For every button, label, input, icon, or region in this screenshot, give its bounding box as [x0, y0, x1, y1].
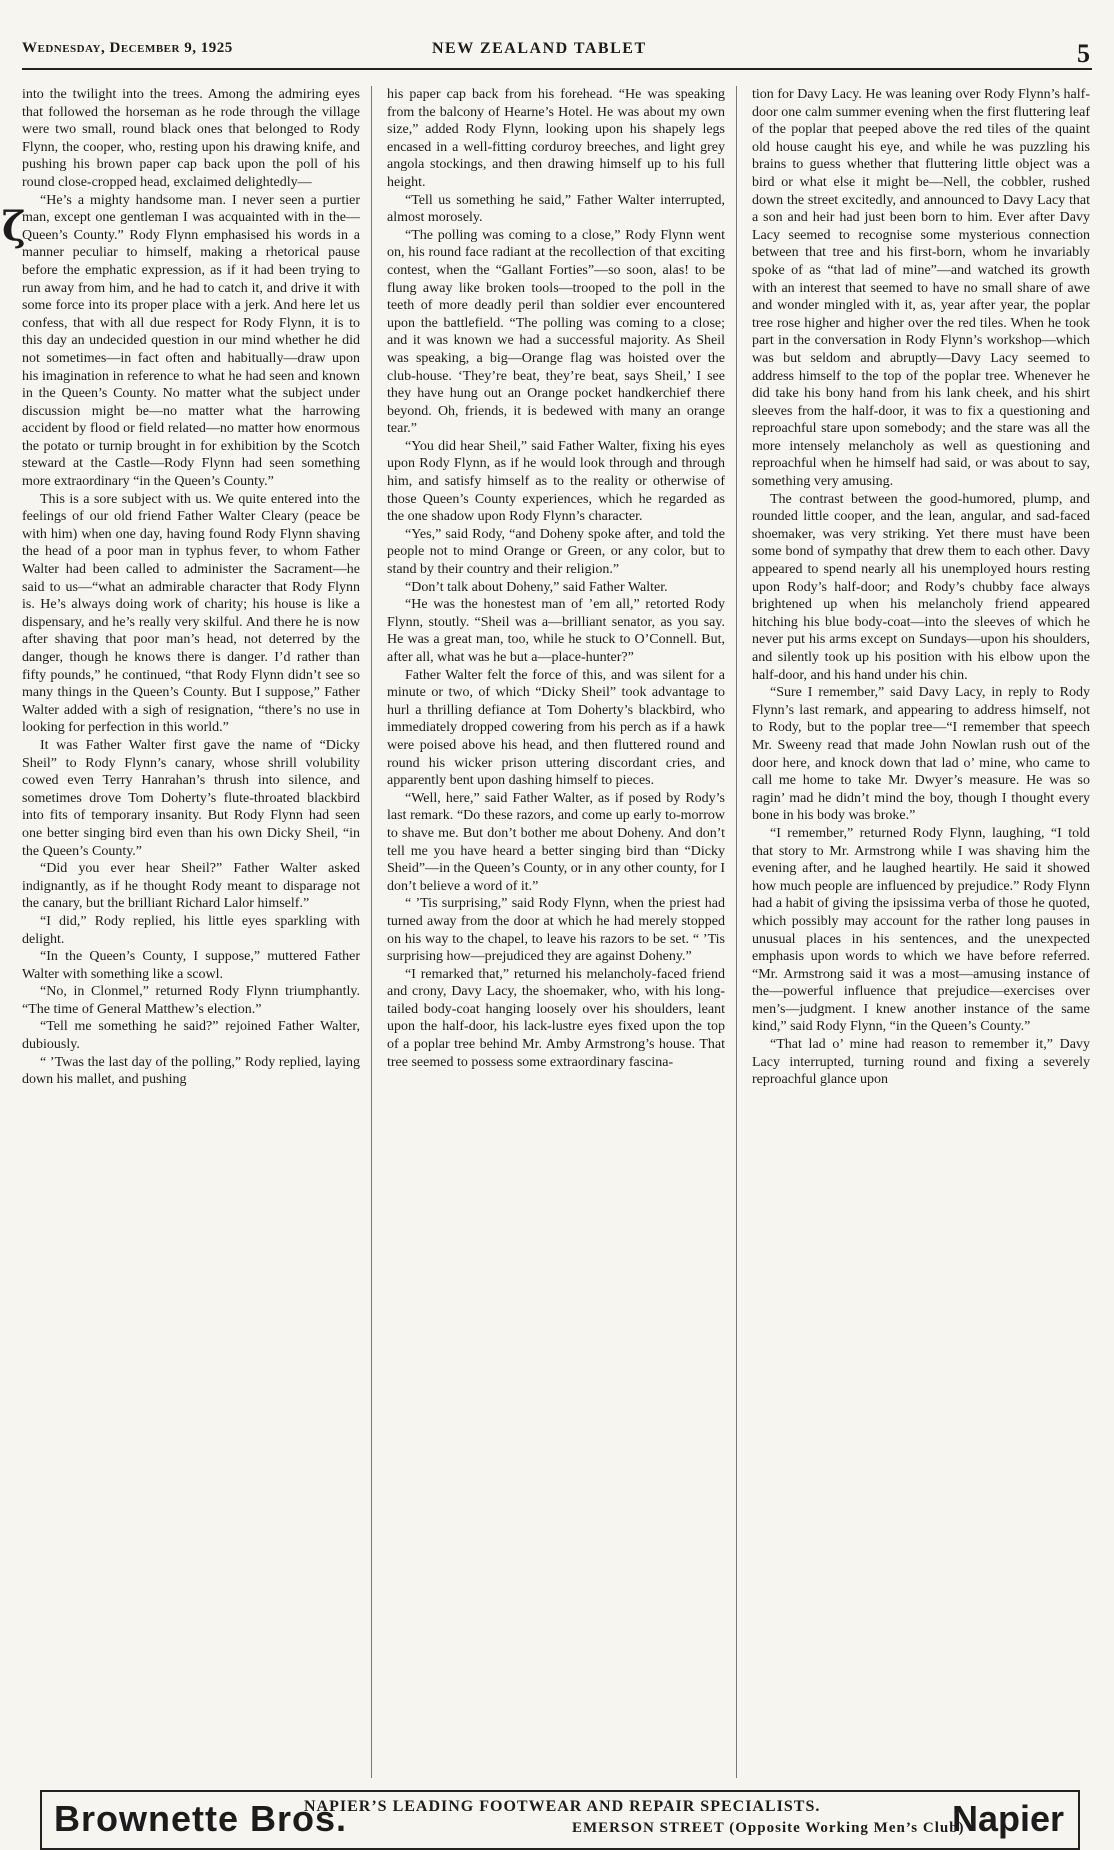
paragraph: “Tell us something he said,” Father Walter interrupted, almost morosely.: [387, 192, 725, 226]
paragraph: “In the Queen’s County, I suppose,” muttered Father Walter with something like a scowl.: [22, 949, 360, 982]
paragraph: “Don’t talk about Doheny,” said Father Walter.: [405, 579, 668, 595]
paragraph: “Tell me something he said?” rejoined Father Walter, dubiously.: [22, 1019, 360, 1053]
paragraph: “Yes,” said Rody, “and Doheny spoke after, and told the people not to mind Orange or Green, or any color, but to stand by their country and their religion.”: [387, 526, 725, 578]
page-header: [22, 40, 1092, 68]
paragraph: “Did you ever hear Sheil?” Father Walter asked indignantly, as if he thought Rody meant to disparage not the canary, but the brilliant Richard Lalor himself.”: [22, 861, 360, 912]
paragraph: “He’s a mighty handsome man. I never seen a purtier man, except one gentleman I was acquainted with in the—Queen’s County.” Rody Flynn emphasised his words in a manner peculiar to himself, making a rhetorical pause before the emphatic expression, as if it had been trying to run away from him, and he had to catch it, and drive it with some force into its proper place with a jerk. And here let us confess, that with all due respect for Rody Flynn, it is to this day an undecided question in our mind whether he did not sometimes—in fact often and habitually—draw upon his imagination in reference to what he had seen and known in the Queen’s County. No matter what the subject under discussion might be—no matter what the harrowing accident by flood or field related—no matter how enormous the potato or turnip brought in for exhibition by the Scotch steward at the Castle—Rody Flynn had seen something more extraordinary “in the Queen’s County.”: [22, 192, 360, 490]
paragraph: Father Walter felt the force of this, and was silent for a minute or two, of which “Dicky Sheil” took advantage to hurl a thrilling defiance at Tom Doherty’s blackbird, who immediately dropped cowering from his perch as if a hawk were poised above his head, and then fluttered round and round his wicker prison uttering discordant cries, and apparently bent upon dashing himself to pieces.: [387, 667, 725, 789]
paragraph: “You did hear Sheil,” said Father Walter, fixing his eyes upon Rody Flynn, as if he would look through and through him, and satisfy himself as to the reality or otherwise of those Queen’s County experiences, which he regarded as the one shadow upon Rody Flynn’s character.: [387, 438, 725, 525]
paragraph: “Sure I remember,” said Davy Lacy, in reply to Rody Flynn’s last remark, and appearing to address himself, not to Rody, but to the poplar tree—“I remember that speech Mr. Sweeny read that made John Nowlan rush out of the door here, and knock down that lad o’ mine, who came to call me home to take Mr. Dwyer’s measure. He was so ragin’ mad he didn’t mind the boy, though I thought every bone in his body was broke.”: [752, 685, 1090, 824]
issue-date: Wednesday, December 9, 1925: [22, 40, 233, 56]
page-number: 5: [1077, 39, 1090, 68]
header-rule: [22, 68, 1092, 70]
column-divider: [736, 86, 737, 1778]
advert-town: Napier: [951, 1798, 1064, 1839]
paragraph: This is a sore subject with us. We quite entered into the feelings of our old friend Father Walter Cleary (peace be with him) when one day, having found Rody Flynn shaving the head of a poor man in typhus fever, to whom Father Walter had been called to administer the Sacrament—he said to us—“what an admirable character that Rody Flynn is. He’s always doing work of charity; his house is like a dispensary, and he’s really very skilful. And there he is now after shaving that poor man’s head, not deterred by the danger, though he knows there is danger. I’d rather than fifty pounds,” he continued, “that Rody Flynn didn’t see so many things in the Queen’s County. But I suppose,” Father Walter added with a sigh of resignation, “there’s no use in looking for perfection in this world.”: [22, 491, 360, 736]
paragraph: into the twilight into the trees. Among the admiring eyes that followed the horseman as he rode through the village were two small, round black ones that belonged to Rody Flynn, the cooper, who, resting upon his drawing knife, and pushing his brown paper cap back upon the poll of his round close-cropped head, exclaimed delightedly—: [22, 87, 360, 190]
advert-address: EMERSON STREET (Opposite Working Men’s Club): [572, 1820, 965, 1836]
paragraph: The contrast between the good-humored, plump, and rounded little cooper, and the lean, angular, and sad-faced shoemaker, was very striking. Yet there must have been some bond of sympathy that drew them to each other. Davy appeared to spend nearly all his unemployed hours resting upon Rody’s half-door; and Rody’s chubby face always brightened up when his melancholy friend appeared hitching his blue body-coat—into the sleeves of which he never put his arms except on Sundays—upon his shoulders, and silently took up his position with his elbow upon the half-door, and his hand under his chin.: [752, 491, 1090, 683]
column-1: [22, 86, 360, 1798]
paragraph: “I remarked that,” returned his melancholy-faced friend and crony, Davy Lacy, the shoemaker, who, with his long-tailed body-coat hanging loosely over his shoulders, leant upon the half-door, his lack-lustre eyes fixed upon the top of a poplar tree behind Mr. Amby Armstrong’s house. That tree seemed to possess some extraordinary fascina-: [387, 966, 725, 1070]
advertisement-banner: [40, 1790, 1080, 1850]
column-2: [387, 86, 725, 1798]
paragraph: his paper cap back from his forehead. “He was speaking from the balcony of Hearne’s Hotel. He was about my own size,” added Rody Flynn, looking upon his shapely legs encased in a well-fitting corduroy breeches, and light grey angola stockings, and then drawing himself up to his full height.: [387, 87, 725, 190]
paragraph: “I did,” Rody replied, his little eyes sparkling with delight.: [22, 913, 360, 947]
column-3: [752, 86, 1090, 1798]
paragraph: “That lad o’ mine had reason to remember it,” Davy Lacy interrupted, turning round and fixing a severely reproachful glance upon: [752, 1037, 1090, 1088]
column-divider: [371, 86, 372, 1778]
paragraph: It was Father Walter first gave the name of “Dicky Sheil” to Rody Flynn’s canary, whose shrill volubility cowed even Terry Hanrahan’s thrush into silence, and sometimes drove Tom Doherty’s flute-throated blackbird into fits of temporary insanity. But Rody Flynn had seen one better singing bird even than his own Dicky Sheil, “in the Queen’s County.”: [22, 737, 360, 859]
paragraph: “ ’Twas the last day of the polling,” Rody replied, laying down his mallet, and pushing: [22, 1054, 360, 1088]
paragraph: “No, in Clonmel,” returned Rody Flynn triumphantly. “The time of General Matthew’s election.”: [22, 984, 360, 1017]
paragraph: “I remember,” returned Rody Flynn, laughing, “I told that story to Mr. Armstrong while I was shaving him the evening after, and he laughed heartily. He said it showed how much people are influenced by prejudice.” Rody Flynn had a habit of giving the ipsissima verba of those he quoted, which possibly may account for the rather long pauses in unusual places in his sentences, and the unexpected emphasis upon words to which we have before referred. “Mr. Armstrong said it was a most—amusing instance of the—powerful influence that prejudice—exercises over men’s—judgment. I knew another instance of the same kind,” said Rody Flynn, “in the Queen’s County.”: [752, 825, 1090, 1035]
paragraph: “The polling was coming to a close,” Rody Flynn went on, his round face radiant at the recollection of that exciting contest, when the “Gallant Forties”—so soon, alas! to be flung away like broken tools—trooped to the poll in the teeth of more deadly peril than soldier ever encountered upon the battlefield. “The polling was coming to a close; and it was known we had a successful majority. As Sheil was speaking, a big—Orange flag was hoisted over the club-house. ‘They’re beat, they’re beat, says Sheil,’ I see they have hung out an Orange pocket handkerchief there beyond. Oh, friends, it is bedewed with many an orange tear.”: [387, 227, 725, 437]
paragraph: “ ’Tis surprising,” said Rody Flynn, when the priest had turned away from the door at which he had merely stopped on his way to the chapel, to leave his razors to be set. “ ’Tis surprising how—prejudiced they are against Doheny.”: [387, 896, 725, 965]
masthead-title: NEW ZEALAND TABLET: [432, 40, 647, 57]
advert-tagline: NAPIER’S LEADING FOOTWEAR AND REPAIR SPECIALISTS.: [304, 1798, 821, 1815]
advertiser-name: Brownette Bros.: [54, 1798, 348, 1839]
margin-mark-icon: ζ: [2, 203, 26, 250]
paragraph: tion for Davy Lacy. He was leaning over Rody Flynn’s half-door one calm summer evening when the first fluttering leaf of the poplar that peeped above the red tiles of the quaint old house caught his eye, and while he was puzzling his brains to guess whether that fluttering little object was a bird or what else it might be—Nell, the cobbler, rushed down the street excitedly, and announced to Davy Lacy that a son and heir had just been born to him. Ever after Davy Lacy seemed to recognise some mysterious connection between that tree and his first-born, whom he invariably spoke of as “that lad of mine”—and watched its growth with an interest that seemed to have no small share of awe and wonder mingled with it, as, year after year, the poplar tree rose higher and higher over the red tiles. When he took part in the conversation in Rody Flynn’s workshop—which was but seldom and abruptly—Davy Lacy seemed to address himself to the top of the poplar tree. Whenever he did take his bony hand from his lank cheek, and his shirt sleeves from the half-door, it was to fix a questioning and reproachful stare upon somebody; and the stare was all the more intensely melancholy as well as questioning and reproachful when he himself had said, or was about to say, something very amusing.: [752, 87, 1090, 490]
paragraph: “Well, here,” said Father Walter, as if posed by Rody’s last remark. “Do these razors, and come up early to-morrow to shave me. But don’t bother me about Doheny. And don’t tell me you have heard a better singing bird than “Dicky Sheid”—in the Queen’s County, or in any other county, for I don’t believe a word of it.”: [387, 790, 725, 894]
paragraph: “He was the honestest man of ’em all,” retorted Rody Flynn, stoutly. “Sheil was a—brilliant senator, as you say. He was a great man, too, while he stuck to O’Connell. But, after all, what was he but a—place-hunter?”: [387, 597, 725, 665]
